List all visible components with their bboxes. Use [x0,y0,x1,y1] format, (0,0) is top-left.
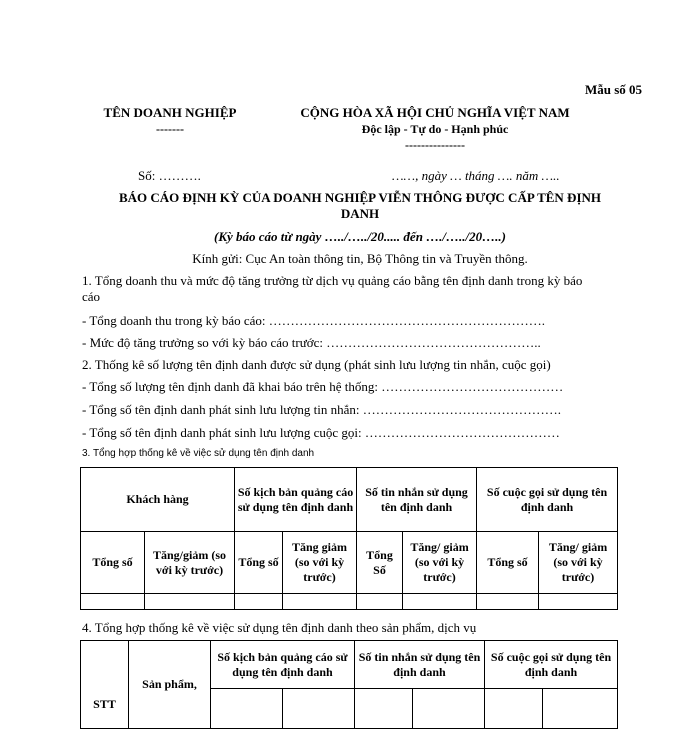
section2-heading: 2. Thống kê số lượng tên định danh được sử dụng (phát sinh lưu lượng tin nhắn, cuộc gọi) [82,357,551,372]
table-cell [211,689,283,729]
motto: Độc lập - Tự do - Hạnh phúc [361,122,509,136]
company-dash: ------- [156,122,184,136]
header-stt-label: STT [93,697,116,711]
section2-item-calls: - Tổng số tên định danh phát sinh lưu lượng cuộc gọi: ……………………………………… [82,425,560,440]
report-title-line2: DANH [340,206,380,221]
table-cell [355,689,413,729]
subheader-total: Tổng Số [357,532,403,594]
table-cell [357,594,403,610]
recipient: Kính gửi: Cục An toàn thông tin, Bộ Thông tin và Truyền thông. [192,251,528,266]
nation-name: CỘNG HÒA XÃ HỘI CHỦ NGHĨA VIỆT NAM [300,105,570,120]
table-cell [485,689,543,729]
document-number: Số: ………. [138,168,201,183]
section3-heading: 3. Tổng hợp thống kê về việc sử dụng tên định danh [82,448,315,459]
table-cell [283,594,357,610]
header-ad-scripts: Số kịch bản quảng cáo sử dụng tên định danh [235,468,357,532]
header-product-label: Sản phẩm, [142,677,197,691]
subheader-total: Tổng số [477,532,539,594]
form-number: Mẫu số 05 [585,82,643,97]
subheader-change: Tăng/giảm (so với kỳ trước) [145,532,235,594]
section1-item-revenue: - Tổng doanh thu trong kỳ báo cáo: ………………………………………………………. [82,313,546,328]
table-cell [283,689,355,729]
table-cell [413,689,485,729]
table-cell [235,594,283,610]
header-customer: Khách hàng [81,468,235,532]
usage-summary-table [80,467,618,610]
table-cell [543,689,618,729]
subheader-total: Tổng số [235,532,283,594]
table-cell [145,594,235,610]
document-date: ……, ngày … tháng …. năm ….. [392,168,560,183]
subheader-change: Tăng/ giảm (so với kỳ trước) [539,532,618,594]
table-row [81,594,618,610]
table-cell [539,594,618,610]
report-period: (Kỳ báo cáo từ ngày …../…../20..... đến …./…../20…..) [214,229,506,244]
motto-dash: --------------- [405,138,465,152]
company-name: TÊN DOANH NGHIỆP [103,105,237,120]
table-cell [477,594,539,610]
section1-heading-line1: 1. Tổng doanh thu và mức độ tăng trưởng từ dịch vụ quảng cáo bằng tên định danh trong kỳ báo [82,273,583,288]
subheader-total: Tổng số [81,532,145,594]
section1-item-growth: - Mức độ tăng trưởng so với kỳ báo cáo trước: ………………………………………….. [82,335,541,350]
header-calls: Số cuộc gọi sử dụng tên định danh [485,641,618,689]
header-product [129,641,211,729]
subheader-change: Tăng giảm (so với kỳ trước) [283,532,357,594]
header-calls: Số cuộc gọi sử dụng tên định danh [477,468,618,532]
subheader-change: Tăng/ giảm (so với kỳ trước) [403,532,477,594]
header-messages: Số tin nhắn sử dụng tên định danh [355,641,485,689]
header-messages: Số tin nhắn sử dụng tên định danh [357,468,477,532]
header-ad-scripts: Số kịch bản quảng cáo sử dụng tên định danh [211,641,355,689]
section2-item-messages: - Tổng số tên định danh phát sinh lưu lượng tin nhắn: ………………………………………. [82,402,561,417]
report-title-line1: BÁO CÁO ĐỊNH KỲ CỦA DOANH NGHIỆP VIỄN THÔNG ĐƯỢC CẤP TÊN ĐỊNH [118,190,601,205]
product-usage-table [80,640,618,729]
table-cell [403,594,477,610]
section4-heading: 4. Tổng hợp thống kê về việc sử dụng tên định danh theo sản phẩm, dịch vụ [82,620,477,635]
table-cell [81,594,145,610]
section2-item-declared: - Tổng số lượng tên định danh đã khai báo trên hệ thống: …………………………………… [82,379,564,394]
section1-heading-line2: cáo [82,289,101,304]
header-stt [81,641,129,729]
